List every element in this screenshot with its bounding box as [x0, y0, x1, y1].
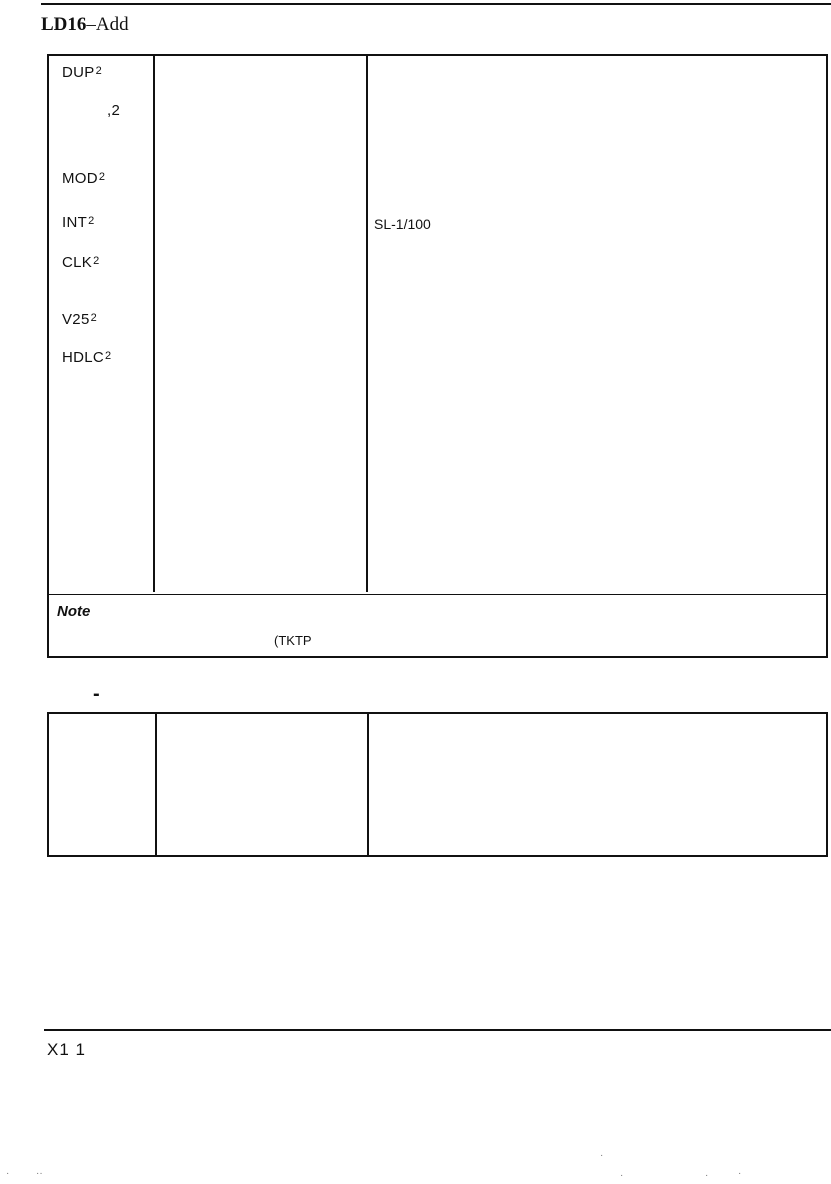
scan-speck: · — [620, 1170, 624, 1181]
prompt-int: INT$^2$ — [62, 214, 95, 231]
prompt-hdlc: HDLC$^2$ — [62, 349, 112, 366]
scan-speck: ·· — [36, 1168, 43, 1179]
scan-speck: · — [6, 1168, 10, 1179]
column-divider-2 — [366, 56, 368, 592]
note-label: Note — [57, 603, 91, 620]
scan-speck: · — [600, 1150, 604, 1161]
header-title: Add — [95, 14, 129, 35]
column-divider-2 — [367, 714, 369, 855]
note-row — [49, 594, 826, 659]
scan-speck: · — [705, 1170, 709, 1181]
prompt-clk: CLK$^2$ — [62, 254, 100, 271]
int-description: SL-1/100 — [374, 216, 431, 232]
empty-table — [47, 712, 828, 857]
footer-page-id: X1 1 — [47, 1040, 86, 1059]
prompt-table — [47, 54, 828, 658]
table-caption-marker: - — [93, 683, 100, 705]
prompt-comma: ,2 — [107, 102, 121, 119]
column-divider-1 — [153, 56, 155, 592]
prompt-mod: MOD$^2$ — [62, 170, 106, 187]
top-rule — [41, 3, 831, 5]
scan-speck: · — [738, 1168, 742, 1179]
note-text: (TKTP — [274, 633, 312, 648]
column-divider-1 — [155, 714, 157, 855]
footer-rule — [44, 1029, 831, 1031]
prompt-v25: $V25^2$ — [62, 311, 98, 328]
page-header — [41, 14, 129, 36]
header-separator: – — [86, 14, 96, 35]
prompt-dup: DUP$^2$ — [62, 64, 102, 81]
section-id: LD16 — [41, 14, 87, 35]
